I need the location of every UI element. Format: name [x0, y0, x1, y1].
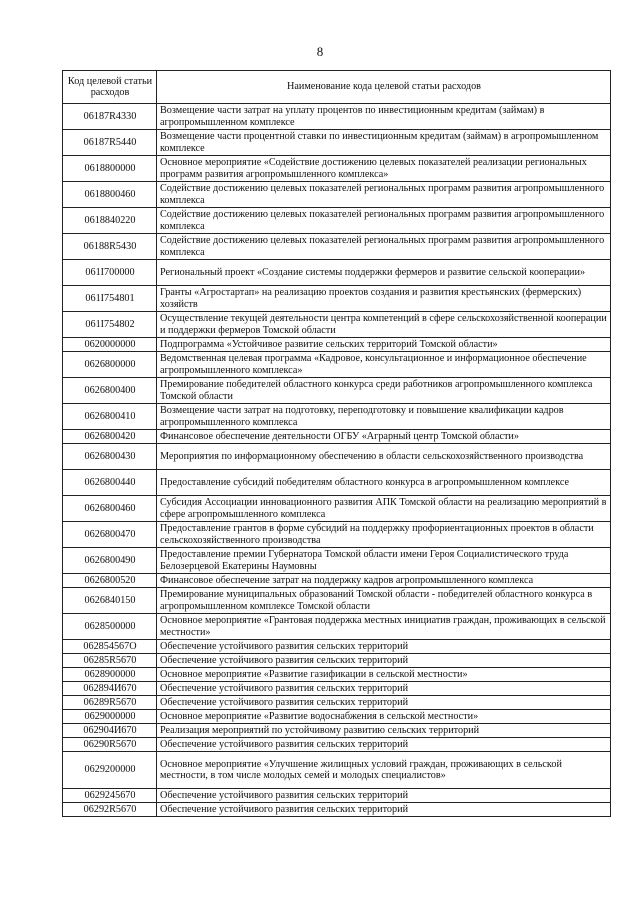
row-name: Обеспечение устойчивого развития сельских территорий — [157, 738, 611, 752]
page-number: 8 — [316, 44, 324, 59]
row-name: Обеспечение устойчивого развития сельских территорий — [157, 640, 611, 654]
row-name: Содействие достижению целевых показателей региональных программ развития агропромышленного комплекса — [157, 182, 611, 208]
table-row — [63, 496, 611, 522]
table-row — [63, 338, 611, 352]
row-code: 0626800420 — [63, 430, 157, 444]
table-row — [63, 803, 611, 817]
row-code: 0626800470 — [63, 522, 157, 548]
table-row — [63, 156, 611, 182]
table-row — [63, 738, 611, 752]
table-row — [63, 182, 611, 208]
row-code: 06187R4330 — [63, 104, 157, 130]
row-code: 06285R5670 — [63, 654, 157, 668]
row-code: 0620000000 — [63, 338, 157, 352]
table-row — [63, 548, 611, 574]
row-code: 06187R5440 — [63, 130, 157, 156]
header-code: Код целевой статьи расходов — [63, 71, 157, 104]
row-code: 0626800440 — [63, 470, 157, 496]
row-name: Предоставление субсидий победителям областного конкурса в агропромышленном комплексе — [157, 470, 611, 496]
row-code: 0629245670 — [63, 789, 157, 803]
row-name: Мероприятия по информационному обеспечению в области сельскохозяйственного производства — [157, 444, 611, 470]
row-code: 0626800410 — [63, 404, 157, 430]
table-row — [63, 640, 611, 654]
row-code: 0628900000 — [63, 668, 157, 682]
row-code: 0626800400 — [63, 378, 157, 404]
row-name: Обеспечение устойчивого развития сельских территорий — [157, 803, 611, 817]
row-name: Обеспечение устойчивого развития сельских территорий — [157, 789, 611, 803]
table-row — [63, 312, 611, 338]
row-name: Основное мероприятие «Грантовая поддержка местных инициатив граждан, проживающих в сельской местности» — [157, 614, 611, 640]
table-row — [63, 352, 611, 378]
table-row — [63, 260, 611, 286]
table-row — [63, 789, 611, 803]
table-row — [63, 682, 611, 696]
row-name: Финансовое обеспечение деятельности ОГБУ «Аграрный центр Томской области» — [157, 430, 611, 444]
row-code: 061I754802 — [63, 312, 157, 338]
table-row — [63, 724, 611, 738]
table-row — [63, 588, 611, 614]
row-code: 062904И670 — [63, 724, 157, 738]
table-row — [63, 444, 611, 470]
row-code: 06290R5670 — [63, 738, 157, 752]
row-code: 0626840150 — [63, 588, 157, 614]
table-row — [63, 234, 611, 260]
table-row — [63, 574, 611, 588]
row-code: 0626800460 — [63, 496, 157, 522]
table-row — [63, 654, 611, 668]
table-header-row — [63, 71, 611, 104]
table-row — [63, 710, 611, 724]
table-row — [63, 696, 611, 710]
row-code: 061I700000 — [63, 260, 157, 286]
table-row — [63, 104, 611, 130]
row-code: 0626800430 — [63, 444, 157, 470]
row-name: Возмещение части затрат на подготовку, переподготовку и повышение квалификации кадров агропромышленного комплекса — [157, 404, 611, 430]
row-name: Финансовое обеспечение затрат на поддержку кадров агропромышленного комплекса — [157, 574, 611, 588]
row-name: Субсидия Ассоциации инновационного развития АПК Томской области на реализацию мероприятий в сфере агропромышленного комплекса — [157, 496, 611, 522]
row-name: Гранты «Агростартап» на реализацию проектов создания и развития крестьянских (фермерских) хозяйств — [157, 286, 611, 312]
row-code: 06188R5430 — [63, 234, 157, 260]
row-code: 0626800520 — [63, 574, 157, 588]
table-row — [63, 470, 611, 496]
row-name: Обеспечение устойчивого развития сельских территорий — [157, 682, 611, 696]
row-name: Осуществление текущей деятельности центра компетенций в сфере сельскохозяйственной кооперации и поддержки фермеров Томской области — [157, 312, 611, 338]
row-name: Содействие достижению целевых показателей региональных программ развития агропромышленного комплекса — [157, 208, 611, 234]
row-code: 0629000000 — [63, 710, 157, 724]
row-name: Основное мероприятие «Развитие водоснабжения в сельской местности» — [157, 710, 611, 724]
row-name: Ведомственная целевая программа «Кадровое, консультационное и информационное обеспечение агропромышленного комплекса» — [157, 352, 611, 378]
row-name: Премирование победителей областного конкурса среди работников агропромышленного комплекса Томской области — [157, 378, 611, 404]
row-code: 0629200000 — [63, 752, 157, 789]
row-name: Основное мероприятие «Развитие газификации в сельской местности» — [157, 668, 611, 682]
row-name: Возмещение части затрат на уплату процентов по инвестиционным кредитам (займам) в агропромышленном комплексе — [157, 104, 611, 130]
table-row — [63, 404, 611, 430]
row-name: Содействие достижению целевых показателей региональных программ развития агропромышленного комплекса — [157, 234, 611, 260]
row-code: 0626800000 — [63, 352, 157, 378]
row-code: 0618840220 — [63, 208, 157, 234]
table-row — [63, 430, 611, 444]
row-code: 0618800000 — [63, 156, 157, 182]
row-name: Обеспечение устойчивого развития сельских территорий — [157, 696, 611, 710]
row-name: Региональный проект «Создание системы поддержки фермеров и развитие сельской кооперации» — [157, 260, 611, 286]
table-row — [63, 208, 611, 234]
row-name: Основное мероприятие «Улучшение жилищных условий граждан, проживающих в сельской местности, в том числе молодых семей и молодых специалистов» — [157, 752, 611, 789]
table-row — [63, 130, 611, 156]
row-code: 061I754801 — [63, 286, 157, 312]
row-code: 062854567O — [63, 640, 157, 654]
row-code: 0618800460 — [63, 182, 157, 208]
row-code: 0628500000 — [63, 614, 157, 640]
table-row — [63, 522, 611, 548]
header-name: Наименование кода целевой статьи расходов — [157, 71, 611, 104]
row-name: Основное мероприятие «Содействие достижению целевых показателей реализации региональных программ развития агропромышленного комплекса» — [157, 156, 611, 182]
row-name: Реализация мероприятий по устойчивому развитию сельских территорий — [157, 724, 611, 738]
row-code: 0626800490 — [63, 548, 157, 574]
table-row — [63, 752, 611, 789]
table-row — [63, 614, 611, 640]
row-name: Предоставление грантов в форме субсидий на поддержку профориентационных проектов в области сельскохозяйственного производства — [157, 522, 611, 548]
row-name: Подпрограмма «Устойчивое развитие сельских территорий Томской области» — [157, 338, 611, 352]
row-name: Премирование муниципальных образований Томской области - победителей областного конкурса в агропромышленном комплексе Томской области — [157, 588, 611, 614]
row-name: Обеспечение устойчивого развития сельских территорий — [157, 654, 611, 668]
row-code: 062894И670 — [63, 682, 157, 696]
row-name: Возмещение части процентной ставки по инвестиционным кредитам (займам) в агропромышленном комплексе — [157, 130, 611, 156]
table-row — [63, 378, 611, 404]
budget-code-table — [62, 70, 611, 817]
table-row — [63, 668, 611, 682]
row-code: 06289R5670 — [63, 696, 157, 710]
row-name: Предоставление премии Губернатора Томской области имени Героя Социалистического труда Белозерцевой Екатерины Наумовны — [157, 548, 611, 574]
row-code: 06292R5670 — [63, 803, 157, 817]
table-row — [63, 286, 611, 312]
